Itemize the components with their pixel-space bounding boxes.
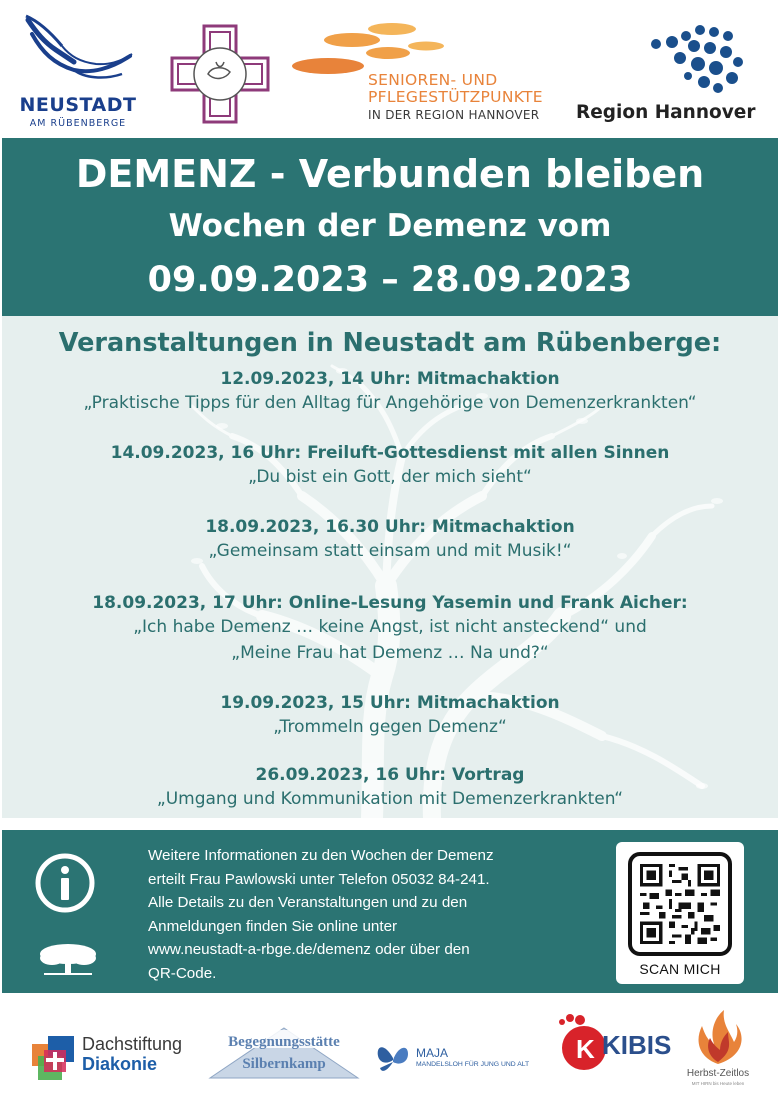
senioren-logo-line2: PFLEGESTÜTZPUNKTE (368, 88, 543, 106)
herbst-zeitlos-logo (680, 1008, 756, 1092)
info-line: Weitere Informationen zu den Wochen der Demenz (148, 847, 494, 864)
event-description: „Du bist ein Gott, der mich sieht“ (248, 467, 532, 487)
maja-name: MAJA (416, 1046, 449, 1060)
qr-label: SCAN MICH (639, 961, 721, 977)
church-cross-icon (168, 22, 272, 126)
event-item (2, 442, 778, 490)
header-band (2, 138, 778, 316)
event-item (2, 368, 778, 416)
event-description: „Ich habe Demenz … keine Angst, ist nicht ansteckend“ und (133, 617, 647, 637)
region-hannover-logo (572, 22, 756, 126)
event-description: „Trommeln gegen Demenz“ (273, 717, 507, 737)
events-panel (2, 316, 778, 818)
wunstorf-church-logo (168, 22, 272, 126)
herbst-tagline: MIT HIRN bis Heute leben (691, 1081, 745, 1086)
info-line: Alle Details zu den Veranstaltungen und zu den (148, 894, 468, 911)
diakonie-line2: Diakonie (82, 1054, 158, 1074)
event-date-time: 12.09.2023, 14 Uhr: Mitmachaktion (220, 369, 560, 389)
region-dots-icon (630, 22, 750, 96)
date-range: 09.09.2023 – 28.09.2023 (147, 260, 633, 300)
maja-logo (374, 1038, 544, 1078)
flame-icon (680, 1008, 756, 1066)
begegnungsstaette-logo (206, 1026, 362, 1082)
page-title: DEMENZ - Verbunden bleiben (75, 152, 705, 196)
event-description: „Umgang und Kommunikation mit Demenzerkrankten“ (156, 789, 624, 809)
event-item (2, 692, 778, 740)
diakonie-line1: Dachstiftung (82, 1034, 183, 1054)
event-item (2, 516, 778, 564)
info-line: Anmeldungen finden Sie online unter (148, 917, 398, 935)
senioren-logo-line3: IN DER REGION HANNOVER (368, 108, 540, 122)
event-date-time: 14.09.2023, 16 Uhr: Freiluft-Gottesdienst mit allen Sinnen (110, 443, 670, 463)
kibis-name: KIBIS (602, 1030, 672, 1060)
event-date-time: 19.09.2023, 15 Uhr: Mitmachaktion (220, 693, 560, 713)
maja-tagline: MANDELSLOH FÜR JUNG UND ALT (416, 1061, 530, 1068)
diakonie-logo (30, 1030, 200, 1082)
event-date-time: 18.09.2023, 17 Uhr: Online-Lesung Yasemin und Frank Aicher: (92, 593, 688, 613)
senioren-pflegestuetzpunkte-logo (288, 20, 548, 130)
begegnung-line2: Silbernkamp (242, 1056, 326, 1072)
kibis-logo (556, 1014, 672, 1074)
event-date-time: 18.09.2023, 16.30 Uhr: Mitmachaktion (205, 517, 575, 537)
top-logo-row (0, 0, 780, 138)
info-band (2, 830, 778, 993)
senioren-logo-line1: SENIOREN- UND (368, 71, 498, 89)
begegnung-line1: Begegnungsstätte (228, 1034, 340, 1050)
event-description: „Praktische Tipps für den Alltag für Angehörige von Demenzerkrankten“ (83, 393, 697, 413)
diakonie-cross-icon (30, 1034, 78, 1082)
event-item (2, 764, 778, 812)
event-item (2, 592, 778, 666)
info-icon (34, 852, 96, 914)
herbst-name: Herbst-Zeitlos (686, 1068, 750, 1079)
neustadt-logo-sub: AM RÜBENBERGE (29, 118, 127, 129)
event-date-time: 26.09.2023, 16 Uhr: Vortrag (255, 765, 525, 785)
qr-frame (628, 852, 732, 956)
region-hannover-name: Region Hannover (576, 102, 756, 123)
event-description: „Gemeinsam statt einsam und mit Musik!“ (208, 541, 572, 561)
swan-icon (22, 12, 134, 88)
event-description: „Meine Frau hat Demenz … Na und?“ (231, 643, 549, 663)
qr-code-icon (640, 864, 720, 944)
info-text (148, 844, 568, 985)
page-subtitle: Wochen der Demenz vom (168, 208, 612, 244)
butterfly-icon (374, 1038, 412, 1078)
svg-text:K: K (576, 1034, 595, 1064)
neustadt-logo (18, 12, 138, 130)
qr-code-box[interactable] (616, 842, 744, 984)
info-line: QR-Code. (148, 964, 217, 982)
info-line: erteilt Frau Pawlowski unter Telefon 05032 84-241. (148, 870, 490, 888)
neustadt-logo-name: NEUSTADT (19, 94, 137, 116)
tree-icon (36, 942, 100, 978)
events-heading: Veranstaltungen in Neustadt am Rübenberge: (58, 328, 722, 358)
info-link[interactable]: www.neustadt-a-rbge.de/demenz oder über den (148, 941, 470, 958)
sponsor-logo-row (0, 1000, 780, 1102)
